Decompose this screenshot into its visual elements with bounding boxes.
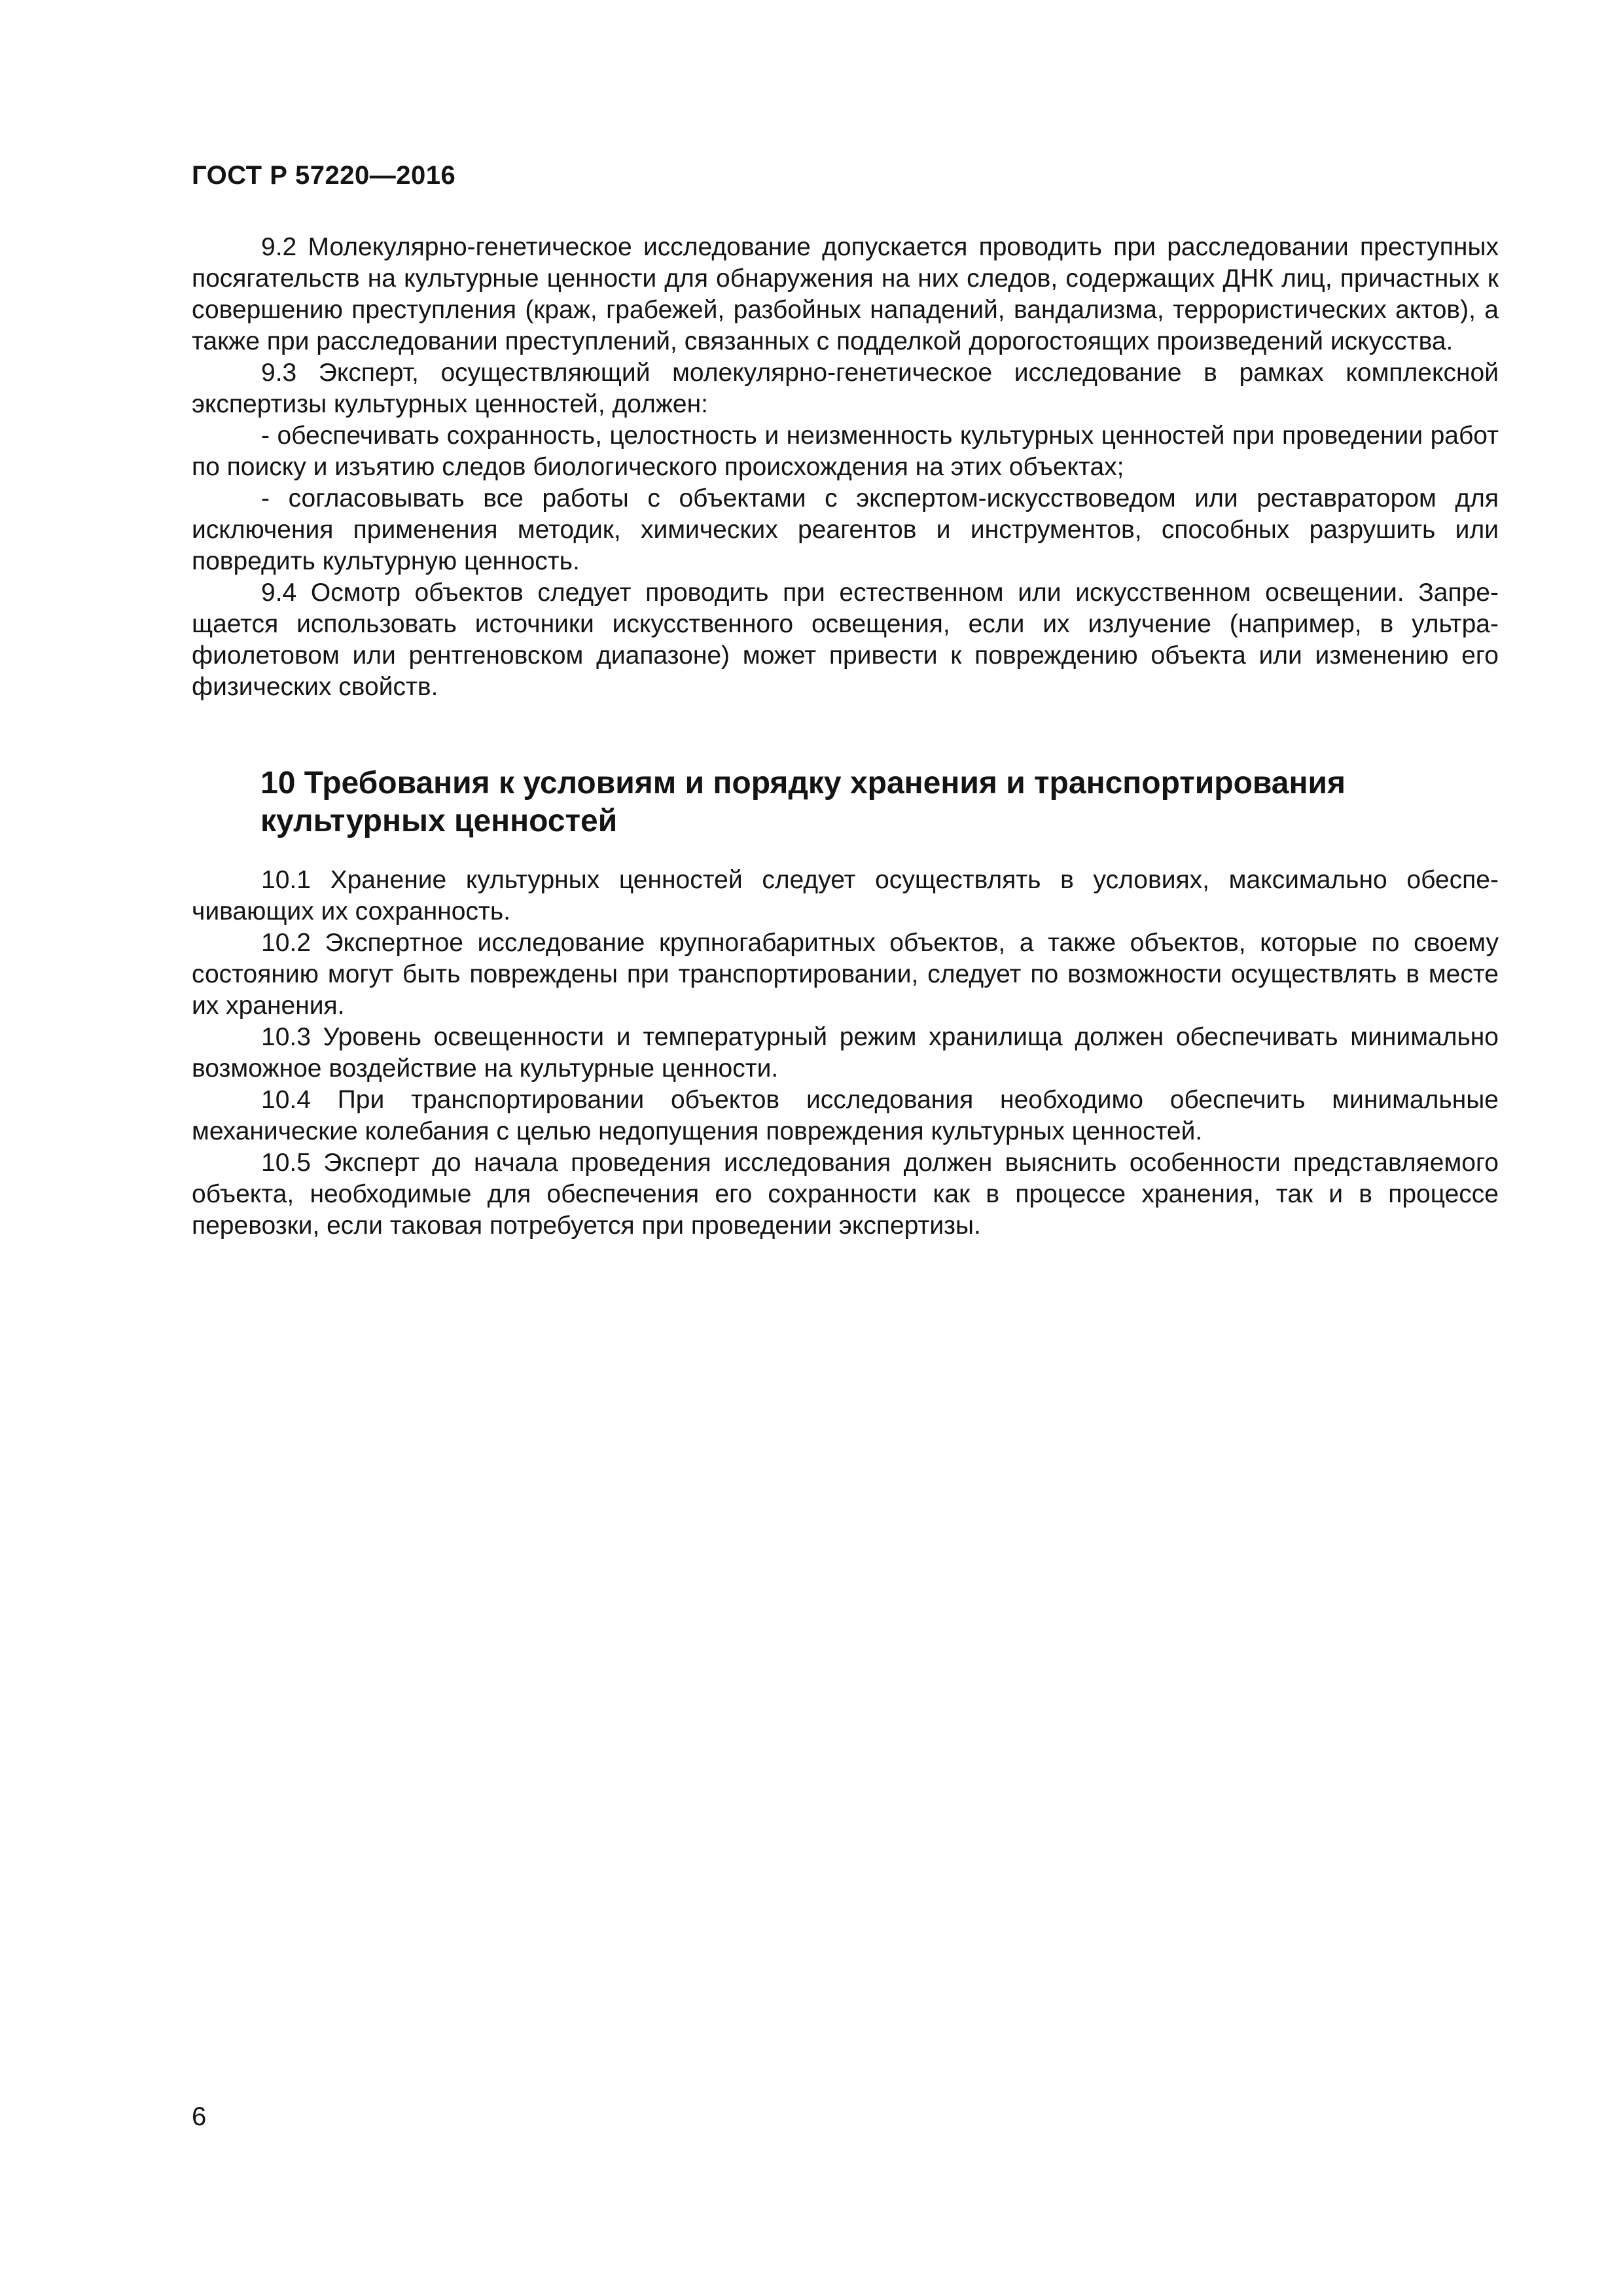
page-number: 6 bbox=[192, 2102, 207, 2131]
section-9-body bbox=[192, 232, 1499, 703]
list-item-preserve: - обеспечивать сохранность, целостность и неизменность культурных ценностей при проведении работ по поиску и изъятию следов биологического происхождения на этих объектах; bbox=[192, 422, 1499, 481]
paragraph-10-1: 10.1 Хранение культурных ценностей следует осуществлять в условиях, максимально обеспечивающих их сохранность. bbox=[192, 866, 1499, 925]
paragraph-10-2: 10.2 Экспертное исследование крупногабаритных объектов, а также объектов, которые по своему состоянию могут быть повреждены при транспортировании, следует по возможности осуществлять в месте их хранения. bbox=[192, 929, 1499, 1020]
section-10-body bbox=[192, 865, 1499, 1242]
paragraph-9-2: 9.2 Молекулярно-генетическое исследование допускается проводить при расследовании преступных посягательств на культурные ценности для обнаружения на них следов, содержащих ДНК лиц, причастных к совершению преступления (краж, грабежей, разбойных нападений, вандализма, террористических актов), а также при расследовании преступлений, связанных с подделкой дорогостоящих произведений искусства. bbox=[192, 233, 1499, 355]
section-10-heading: 10 Требования к условиям и порядку хранения и транспортирования культурных ценностей bbox=[260, 766, 1346, 838]
paragraph-10-5: 10.5 Эксперт до начала проведения исследования должен выяснить особенности представляемого объекта, необходимые для обеспечения его сохранности как в процессе хранения, так и в процессе перевозки, если таковая потребуется при проведении экспертизы. bbox=[192, 1149, 1499, 1240]
paragraph-10-3: 10.3 Уровень освещенности и температурный режим хранилища должен обеспечивать минимально возможное воздействие на культурные ценности. bbox=[192, 1023, 1499, 1083]
paragraph-10-4: 10.4 При транспортировании объектов исследования необходимо обеспечить минимальные механические колебания с целью недопущения повреждения культурных ценностей. bbox=[192, 1086, 1499, 1145]
document-code: ГОСТ Р 57220—2016 bbox=[192, 161, 456, 190]
paragraph-9-3: 9.3 Эксперт, осуществляющий молекулярно-генетическое исследование в рамках комплексной экспертизы культурных ценностей, должен: bbox=[192, 359, 1499, 418]
list-item-coordinate: - согласовывать все работы с объектами с экспертом-искусствоведом или реставратором для исключения применения методик, химических реагентов и инструментов, способных разрушить или повредить культурную ценность. bbox=[192, 484, 1499, 575]
paragraph-9-4: 9.4 Осмотр объектов следует проводить при естественном или искусственном освещении. Запрещается использовать источники искусственного освещения, если их излучение (например, в ультрафиолетовом или рентгеновском диапазоне) может привести к повреждению объекта или изменению его физических свойств. bbox=[192, 579, 1499, 701]
